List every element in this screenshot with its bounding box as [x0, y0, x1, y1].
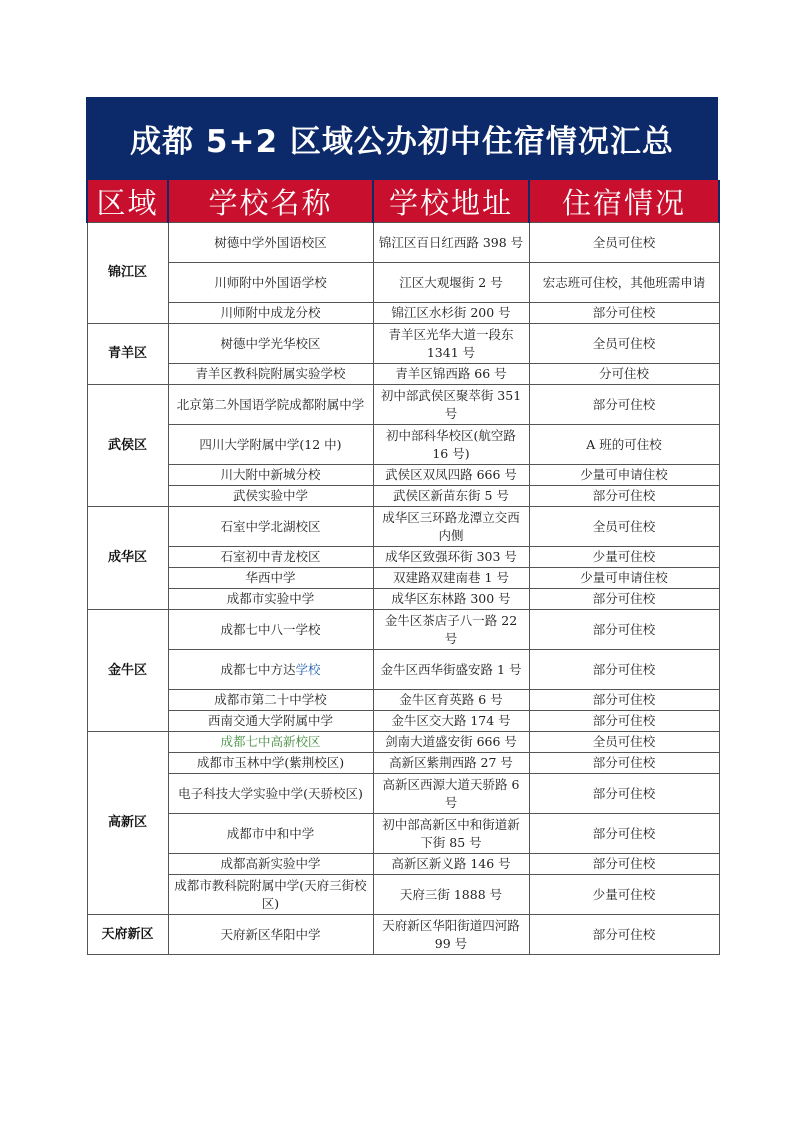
- school-name: 成都市教科院附属中学(天府三街校区): [168, 875, 373, 915]
- school-name: 成都高新实验中学: [168, 854, 373, 875]
- school-name: 成都七中高新校区: [168, 732, 373, 753]
- district-cell: 青羊区: [87, 324, 168, 385]
- school-name: 电子科技大学实验中学(天骄校区): [168, 774, 373, 814]
- table-row: [87, 385, 719, 425]
- table-row: [87, 814, 719, 854]
- school-name: 天府新区华阳中学: [168, 915, 373, 955]
- lodging-status: 少量可住校: [529, 875, 719, 915]
- table-row: [87, 915, 719, 955]
- school-address: 青羊区锦西路 66 号: [373, 364, 529, 385]
- school-address: 剑南大道盛安街 666 号: [373, 732, 529, 753]
- header-school-name: 学校名称: [168, 180, 373, 223]
- school-name: 成都市玉林中学(紫荆校区): [168, 753, 373, 774]
- page-title: 成都 5+2 区域公办初中住宿情况汇总: [86, 97, 718, 180]
- district-cell: 武侯区: [87, 385, 168, 507]
- school-name: 青羊区教科院附属实验学校: [168, 364, 373, 385]
- school-name: 树德中学外国语校区: [168, 223, 373, 263]
- table-row: [87, 854, 719, 875]
- school-address: 初中部科华校区(航空路 16 号): [373, 425, 529, 465]
- lodging-status: 分可住校: [529, 364, 719, 385]
- district-cell: 高新区: [87, 732, 168, 915]
- school-name: 北京第二外国语学院成都附属中学: [168, 385, 373, 425]
- school-address: 初中部高新区中和街道新下街 85 号: [373, 814, 529, 854]
- school-name-highlight: 学校: [295, 661, 321, 677]
- school-name-prefix: 成都七中方达: [220, 661, 296, 677]
- school-address: 高新区紫荆西路 27 号: [373, 753, 529, 774]
- table-row: [87, 610, 719, 650]
- lodging-status: 部分可住校: [529, 650, 719, 690]
- school-name: [168, 650, 373, 690]
- school-address: 武侯区新苗东街 5 号: [373, 486, 529, 507]
- table-row: [87, 425, 719, 465]
- summary-sheet: [86, 97, 718, 955]
- table-row: [87, 486, 719, 507]
- district-cell: 天府新区: [87, 915, 168, 955]
- lodging-status: 部分可住校: [529, 774, 719, 814]
- lodging-status: 宏志班可住校，其他班需申请: [529, 263, 719, 303]
- lodging-status: 部分可住校: [529, 385, 719, 425]
- school-name: 川大附中新城分校: [168, 465, 373, 486]
- lodging-status: 全员可住校: [529, 223, 719, 263]
- table-row: [87, 774, 719, 814]
- lodging-status: 部分可住校: [529, 814, 719, 854]
- lodging-status: 全员可住校: [529, 507, 719, 547]
- lodging-status: 少量可申请住校: [529, 568, 719, 589]
- school-address: 青羊区光华大道一段东 1341 号: [373, 324, 529, 364]
- school-address: 初中部武侯区聚萃街 351 号: [373, 385, 529, 425]
- school-address: 锦江区水杉街 200 号: [373, 303, 529, 324]
- table-row: [87, 650, 719, 690]
- district-cell: 锦江区: [87, 223, 168, 324]
- lodging-status: 部分可住校: [529, 915, 719, 955]
- school-name: 西南交通大学附属中学: [168, 711, 373, 732]
- school-address: 江区大观堰街 2 号: [373, 263, 529, 303]
- school-name: 四川大学附属中学(12 中): [168, 425, 373, 465]
- table-row: [87, 303, 719, 324]
- school-address: 高新区新义路 146 号: [373, 854, 529, 875]
- table-row: [87, 732, 719, 753]
- lodging-status: 少量可申请住校: [529, 465, 719, 486]
- school-name: 石室中学北湖校区: [168, 507, 373, 547]
- school-address: 天府新区华阳街道四河路 99 号: [373, 915, 529, 955]
- table-header-row: [87, 180, 719, 223]
- table-row: [87, 223, 719, 263]
- table-row: [87, 547, 719, 568]
- district-cell: 成华区: [87, 507, 168, 610]
- school-address: 天府三街 1888 号: [373, 875, 529, 915]
- school-address: 双建路双建南巷 1 号: [373, 568, 529, 589]
- school-name: 树德中学光华校区: [168, 324, 373, 364]
- lodging-table: [86, 180, 720, 955]
- lodging-status: 全员可住校: [529, 324, 719, 364]
- school-address: 成华区致强环街 303 号: [373, 547, 529, 568]
- school-name: 武侯实验中学: [168, 486, 373, 507]
- school-name: 川师附中外国语学校: [168, 263, 373, 303]
- table-row: [87, 690, 719, 711]
- school-address: 金牛区育英路 6 号: [373, 690, 529, 711]
- lodging-status: 少量可住校: [529, 547, 719, 568]
- header-school-address: 学校地址: [373, 180, 529, 223]
- table-row: [87, 364, 719, 385]
- lodging-status: 部分可住校: [529, 690, 719, 711]
- table-row: [87, 753, 719, 774]
- school-name: 成都市第二十中学校: [168, 690, 373, 711]
- table-row: [87, 875, 719, 915]
- school-address: 成华区东林路 300 号: [373, 589, 529, 610]
- school-address: 金牛区西华街盛安路 1 号: [373, 650, 529, 690]
- lodging-status: 部分可住校: [529, 486, 719, 507]
- lodging-status: 全员可住校: [529, 732, 719, 753]
- header-district: 区域: [87, 180, 168, 223]
- school-address: 成华区三环路龙潭立交西内侧: [373, 507, 529, 547]
- lodging-status: A 班的可住校: [529, 425, 719, 465]
- table-row: [87, 589, 719, 610]
- lodging-status: 部分可住校: [529, 711, 719, 732]
- table-row: [87, 263, 719, 303]
- school-name: 成都七中八一学校: [168, 610, 373, 650]
- lodging-status: 部分可住校: [529, 303, 719, 324]
- school-address: 金牛区茶店子八一路 22 号: [373, 610, 529, 650]
- table-row: [87, 324, 719, 364]
- table-row: [87, 711, 719, 732]
- school-address: 金牛区交大路 174 号: [373, 711, 529, 732]
- lodging-status: 部分可住校: [529, 610, 719, 650]
- school-name: 华西中学: [168, 568, 373, 589]
- school-name: 川师附中成龙分校: [168, 303, 373, 324]
- lodging-status: 部分可住校: [529, 854, 719, 875]
- school-address: 武侯区双凤四路 666 号: [373, 465, 529, 486]
- school-address: 锦江区百日红西路 398 号: [373, 223, 529, 263]
- school-name: 成都市中和中学: [168, 814, 373, 854]
- table-row: [87, 568, 719, 589]
- lodging-status: 部分可住校: [529, 589, 719, 610]
- table-row: [87, 465, 719, 486]
- district-cell: 金牛区: [87, 610, 168, 732]
- school-address: 高新区西源大道天骄路 6 号: [373, 774, 529, 814]
- table-row: [87, 507, 719, 547]
- header-lodging-status: 住宿情况: [529, 180, 719, 223]
- school-name: 石室初中青龙校区: [168, 547, 373, 568]
- school-name: 成都市实验中学: [168, 589, 373, 610]
- lodging-status: 部分可住校: [529, 753, 719, 774]
